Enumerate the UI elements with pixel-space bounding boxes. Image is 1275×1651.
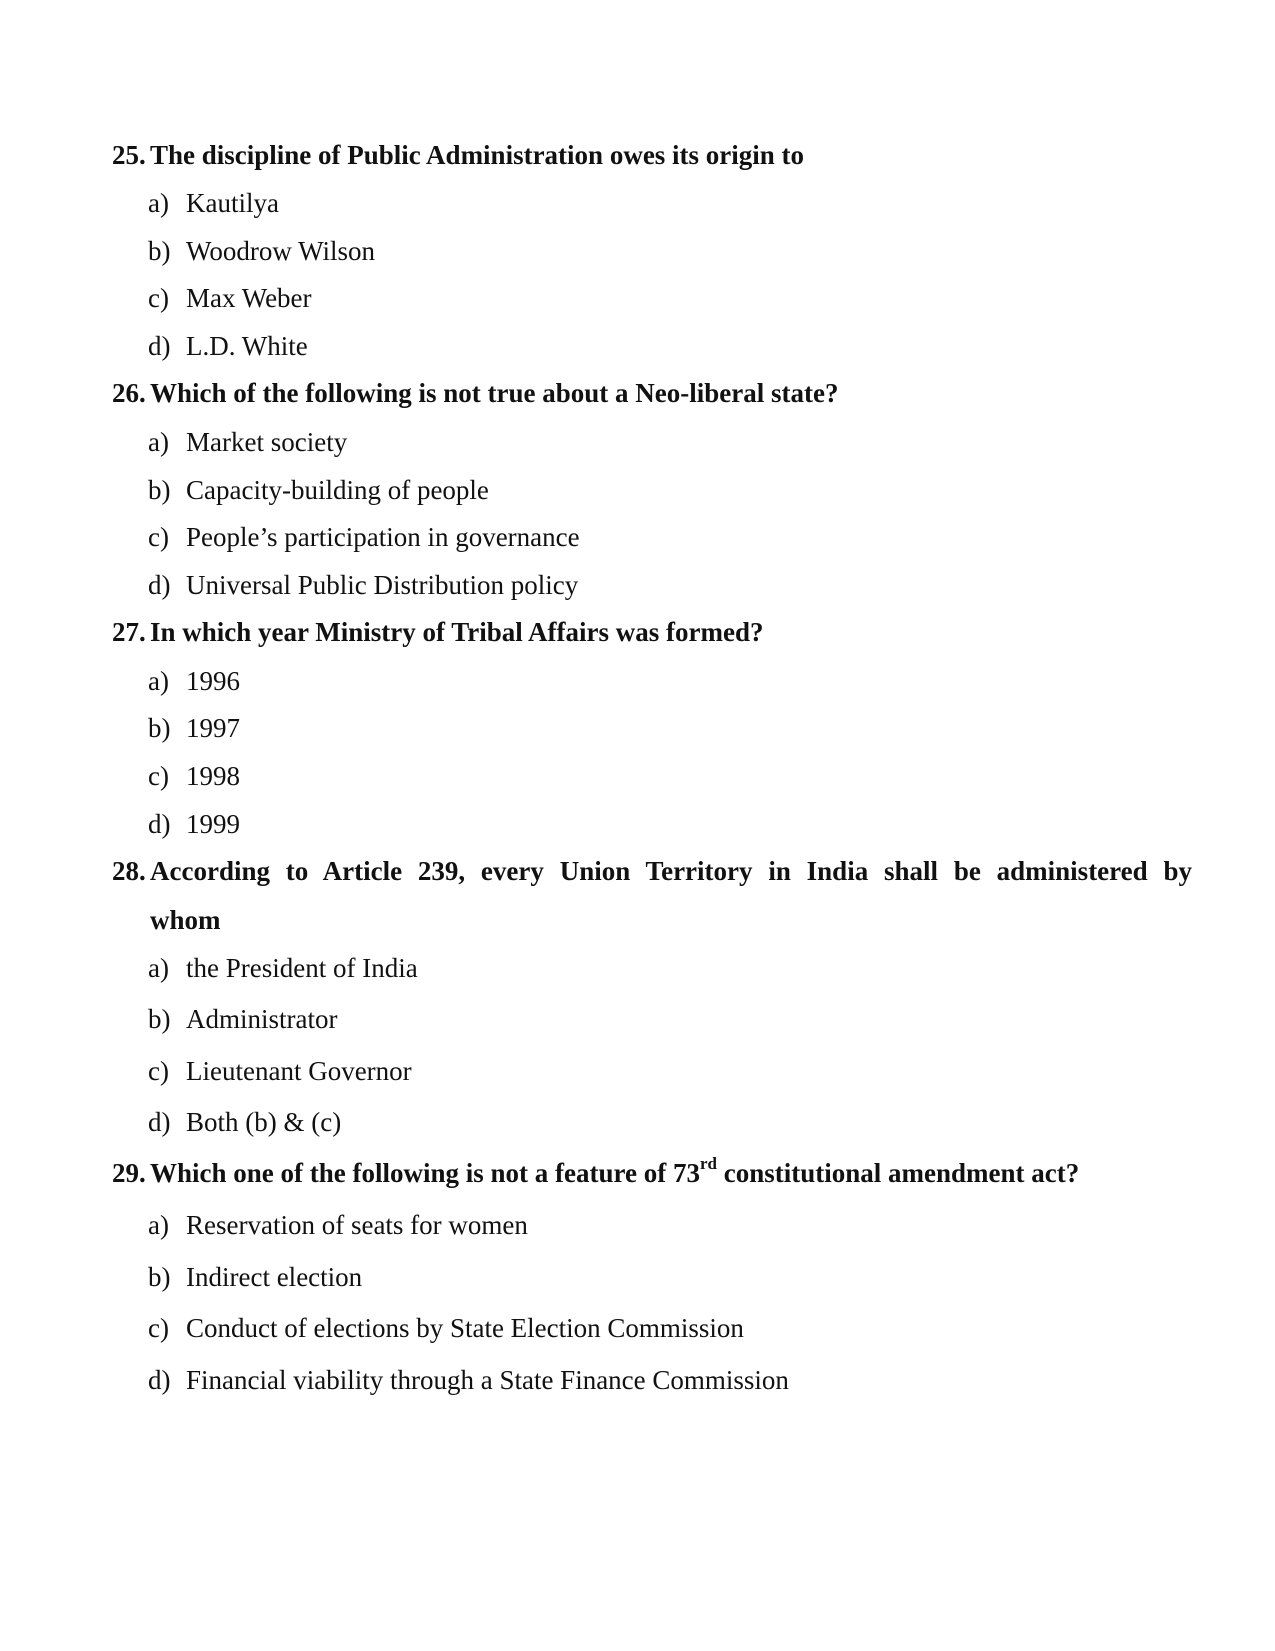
option-29-c: [148, 1311, 744, 1345]
option-label: a): [148, 666, 169, 696]
ordinal-superscript: rd: [699, 1154, 717, 1173]
option-text: Woodrow Wilson: [186, 236, 375, 266]
option-label: d): [148, 809, 171, 839]
option-text: Capacity-building of people: [186, 475, 489, 505]
option-28-a: [148, 951, 418, 985]
question-number: 27.: [112, 617, 146, 647]
option-text: L.D. White: [186, 331, 308, 361]
option-text: Max Weber: [186, 283, 312, 313]
option-label: d): [148, 1365, 171, 1395]
option-26-b: [148, 473, 489, 507]
option-27-a: [148, 664, 240, 698]
question-text: Which one of the following is not a feature of 73: [150, 1158, 700, 1188]
question-text: According to Article 239, every Union Territory in India shall be administered by: [150, 856, 1192, 886]
question-number: 29.: [112, 1158, 146, 1188]
option-29-b: [148, 1260, 362, 1294]
option-text: Reservation of seats for women: [186, 1210, 528, 1240]
question-29: [112, 1149, 1192, 1198]
question-number: 26.: [112, 378, 146, 408]
option-text: 1998: [186, 761, 240, 791]
option-27-d: [148, 807, 240, 841]
option-text: Financial viability through a State Finance Commission: [186, 1365, 789, 1395]
option-27-b: [148, 711, 240, 745]
option-text: 1996: [186, 666, 240, 696]
option-25-c: [148, 281, 312, 315]
option-label: a): [148, 1210, 169, 1240]
option-label: c): [148, 522, 169, 552]
question-text: Which of the following is not true about a Neo-liberal state?: [150, 378, 839, 408]
question-25: [112, 131, 1192, 180]
question-text-line-2: whom: [150, 905, 221, 935]
option-label: c): [148, 1056, 169, 1086]
option-28-d: [148, 1105, 341, 1139]
option-label: c): [148, 1313, 169, 1343]
option-label: a): [148, 188, 169, 218]
option-25-b: [148, 234, 375, 268]
option-27-c: [148, 759, 240, 793]
option-text: Kautilya: [186, 188, 279, 218]
option-29-d: [148, 1363, 789, 1397]
option-text: 1997: [186, 713, 240, 743]
question-number: 25.: [112, 140, 146, 170]
option-text: Universal Public Distribution policy: [186, 570, 579, 600]
option-label: d): [148, 1107, 171, 1137]
option-label: b): [148, 713, 171, 743]
question-number: 28.: [112, 856, 146, 886]
option-label: d): [148, 331, 171, 361]
question-text-line-1: [112, 847, 1192, 896]
option-text: Both (b) & (c): [186, 1107, 342, 1137]
option-label: b): [148, 1262, 171, 1292]
option-label: b): [148, 1004, 171, 1034]
option-text: People’s participation in governance: [186, 522, 580, 552]
question-text-end: constitutional amendment act?: [716, 1158, 1080, 1188]
option-29-a: [148, 1208, 528, 1242]
option-25-d: [148, 329, 308, 363]
option-label: d): [148, 570, 171, 600]
option-text: the President of India: [186, 953, 418, 983]
question-27: [112, 608, 1192, 657]
option-text: Market society: [186, 427, 348, 457]
option-label: c): [148, 761, 169, 791]
option-28-b: [148, 1002, 337, 1036]
option-28-c: [148, 1054, 412, 1088]
option-text: Lieutenant Governor: [186, 1056, 412, 1086]
option-label: a): [148, 953, 169, 983]
option-label: a): [148, 427, 169, 457]
question-text: The discipline of Public Administration owes its origin to: [150, 140, 805, 170]
option-text: Administrator: [186, 1004, 338, 1034]
option-label: b): [148, 236, 171, 266]
option-text: Indirect election: [186, 1262, 363, 1292]
question-text: In which year Ministry of Tribal Affairs was formed?: [150, 617, 764, 647]
option-26-c: [148, 520, 580, 554]
option-label: b): [148, 475, 171, 505]
question-28: [112, 847, 1192, 945]
option-25-a: [148, 186, 279, 220]
question-26: [112, 369, 1192, 418]
option-label: c): [148, 283, 169, 313]
option-26-d: [148, 568, 578, 602]
option-text: Conduct of elections by State Election Commission: [186, 1313, 744, 1343]
option-text: 1999: [186, 809, 240, 839]
option-26-a: [148, 425, 347, 459]
